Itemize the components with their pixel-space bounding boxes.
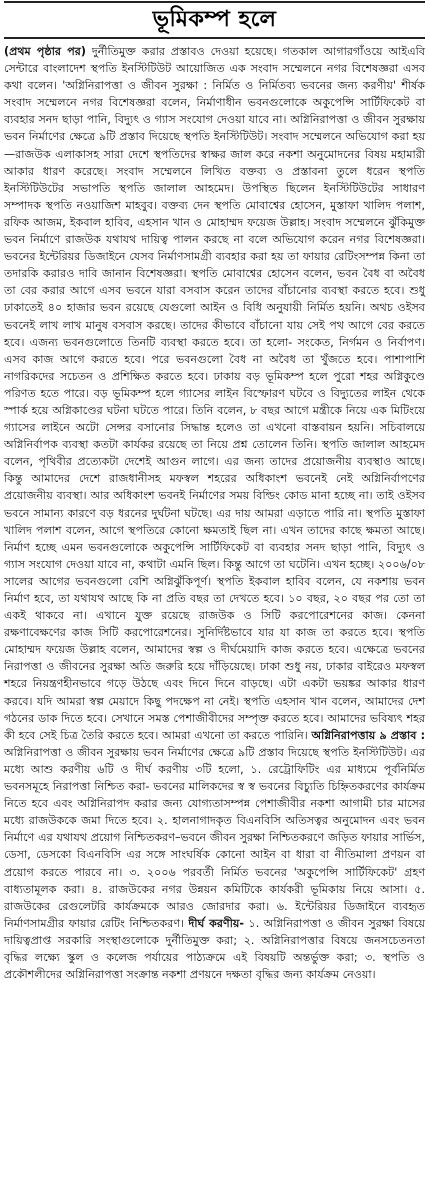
newspaper-clipping — [0, 1, 429, 1186]
bottom-rule — [4, 37, 425, 39]
continuation-label: (প্রথম পৃষ্ঠার পর) — [4, 45, 86, 58]
longterm-label: দীর্ঘ করণীয়- — [188, 916, 245, 930]
article-body — [4, 43, 425, 983]
headline: ভূমিকম্প হলে — [152, 7, 277, 32]
longterm-text: ১. অগ্নিনিরাপত্তা ও জীবন সুরক্ষা বিষয়ে দায়িত্বপ্রাপ্ত সরকারি সংস্থাগুলোকে দুর্নীতিমুক্ত করা; ২. অগ্নিনিরাপত্তার বিষয়ে জনসচেতনতা বৃদ্ধির লক্ষ্যে স্কুল ও কলেজ পর্যায়ের পাঠ্যক্রমে এই বিষয়টি অন্তর্ভুক্ত করা; ৩. স্থপতি ও প্রকৌশলীদের অগ্নিনিরাপত্তা সংক্রান্ত নকশা প্রণয়নে দক্ষতা বৃদ্ধির জন্য কার্যক্রম নেওয়া। — [4, 916, 425, 982]
intro-text: দুর্নীতিমুক্ত করার প্রস্তাবও দেওয়া হয়েছে। গতকাল আগারগাঁওয়ে আইএবি সেন্টারে বাংলাদেশ স্থপতি ইনস্টিটিউট আয়োজিত এক সংবাদ সম্মেলনে নগর বিশেষজ্ঞরা এসব কথা বলেন। 'অগ্নিনিরাপত্তা ও জীবন সুরক্ষা : নির্মিত ও নির্মিতব্য ভবনের জন্য করণীয়' শীর্ষক সংবাদ সম্মেলনে নগর বিশেষজ্ঞরা বলেন, নির্মাণাধীন ভবনগুলোকে অকুপেন্সি সার্টিফিকেট বা ব্যবহার সনদ ছাড়া পানি, বিদ্যুৎ ও গ্যাস সংযোগ দেওয়া যাবে না। অগ্নিনিরাপত্তা ও জীবন সুরক্ষায় ভবন নির্মাণের ক্ষেত্রে ৯টি প্রস্তাব দিয়েছে স্থপতি ইনস্টিটিউট। সংবাদ সম্মেলনে অভিযোগ করা হয়—রাজউক এলাকাসহ সারা দেশে স্থপতিদের স্বাক্ষর জাল করে নকশা অনুমোদনের বিষয় মহামারী আকার ধারণ করেছে। সংবাদ সম্মেলনে লিখিত বক্তব্য ও প্রস্তাবনা তুলে ধরেন স্থপতি ইনস্টিটিউটের সভাপতি স্থপতি জালাল আহমেদ। উপস্থিত ছিলেন ইনস্টিটিউটের সাধারণ সম্পাদক স্থপতি নওয়াজিশ মাহবুব। বক্তব্য দেন স্থপতি মোবাশ্বের হোসেন, মুস্তাফা খালিদ পলাশ, রফিক আজম, ইকবাল হাবিব, এহসান খান ও মোহাম্মদ ফয়েজ উল্লাহ। সংবাদ সম্মেলনে ঝুঁকিমুক্ত ভবন নির্মাণে রাজউক যথাযথ দায়িত্ব পালন করছে না বলে অভিযোগ করেন নগর বিশেষজ্ঞরা। ভবনের ইন্টেরিয়র ডিজাইনে যেসব নির্মাণসামগ্রী ব্যবহার করা হয় তা ফায়ার রেটিংসম্পন্ন কিনা তা তদারকি করারও দাবি জানান বিশেষজ্ঞরা। স্থপতি মোবাশ্বের হোসেন বলেন, ভবন বৈধ বা অবৈধ তা বের করার আগে এসব ভবনে যারা বসবাস করেন তাদের বাঁচানোর ব্যবস্থা করতে হবে। শুধু ঢাকাতেই ৪০ হাজার ভবন রয়েছে যেগুলো আইন ও বিধি অনুযায়ী নির্মিত হয়নি। অথচ ওইসব ভবনেই লাখ লাখ মানুষ বসবাস করছে। তাদের কীভাবে বাঁচানো যায় সেই পথ আগে বের করতে হবে। এজন্য ভবনগুলোতে তিনটি ব্যবস্থা করতে হবে। তা হলো- সংকেত, নির্গমন ও নির্বাপণ। এসব কাজ আগে করতে হবে। পরে ভবনগুলো বৈধ না অবৈধ তা খুঁজতে হবে। পাশাপাশি নাগরিকদের সচেতন ও প্রশিক্ষিত করতে হবে। ঢাকায় বড় ভূমিকম্প হলে পুরো শহর অগ্নিকুণ্ডে পরিণত হতে পারে। বড় ভূমিকম্প হলে গ্যাসের লাইন বিস্ফোরণ ঘটবে ও বিদ্যুতের লাইন থেকে স্পার্ক হয়ে অগ্নিকাণ্ডের ঘটনা ঘটতে পারে। তিনি বলেন, ৮ বছর আগে মন্ত্রীকে নিয়ে এক মিটিংয়ে গ্যাসের লাইনে অটো সেন্সর বসানোর সিদ্ধান্ত হলেও তা এখনো বাস্তবায়ন হয়নি। সচিবালয়ে অগ্নিনির্বাপক ব্যবস্থা কতটা কার্যকর রয়েছে তা নিয়ে প্রশ্ন তোলেন তিনি। স্থপতি জালাল আহমেদ বলেন, পৃথিবীর প্রত্যেকটা দেশেই আগুন লাগে। এর জন্য তাদের প্রয়োজনীয় ব্যবস্থাও আছে। কিন্তু আমাদের দেশে রাজধানীসহ মফস্বল শহরের অধিকাংশ ভবনেই নেই অগ্নিনির্বাপণের প্রয়োজনীয় ব্যবস্থা। আর অধিকাংশ ভবনই নির্মাণের সময় বিল্ডিং কোড মানা হচ্ছে না। তাই ওইসব ভবনে সামান্য কারণে বড় ধরনের দুর্ঘটনা ঘটছে। এর দায় আমরা এড়াতে পারি না। স্থপতি মুস্তাফা খালিদ পলাশ বলেন, আগে স্থপতিরে কোনো ক্ষমতাই ছিল না। এখন তাদের কাছে ক্ষমতা আছে। নির্মাণ হচ্ছে এমন ভবনগুলোকে অকুপেন্সি সার্টিফিকেট বা ব্যবহার সনদ ছাড়া পানি, বিদ্যুৎ ও গ্যাস সংযোগ দেওয়া যাবে না, কথাটা এমনি ছিল। কিন্তু আগে তা ঘটেনি। এখন হচ্ছে। ২০০৬/০৮ সালের আগের ভবনগুলো বেশি অগ্নিঝুঁকিপূর্ণ। স্থপতি ইকবাল হাবিব বলেন, যে নকশায় ভবন নির্মাণ হবে, তা যথাযথ আছে কি না প্রতি বছর তা দেখতে হবে। ১০ বছর, ২০ বছর পর তো তা একই থাকবে না। এখানে যুক্ত রয়েছে রাজউক ও সিটি করপোরেশনের কাজ। কেননা রক্ষণাবেক্ষণের কাজ সিটি করপোরেশনের। সুনির্দিষ্টভাবে যার যা কাজ তা করতে হবে। স্থপতি মোহাম্মদ ফয়েজ উল্লাহ বলেন, আমাদের স্বল্প ও দীর্ঘমেয়াদি কাজ করতে হবে। এক্ষেত্রে ভবনের নিরাপত্তা ও জীবনের সুরক্ষা অতি জরুরি হয়ে দাঁড়িয়েছে। ঢাকা শুধু নয়, ঢাকার বাইরেও মফস্বল শহরে নিয়ন্ত্রণহীনভাবে গড়ে উঠছে এবং দিনে দিনে বাড়ছে। এটা একটা ভয়ঙ্কর আকার ধারণ করবে। যদি আমরা স্বল্প মেয়াদে কিছু পদক্ষেপ না নেই। স্থপতি এহসান খান বলেন, আমাদের দেশ গঠনের ডাক দিতে হবে। সেখানে সমস্ত পেশাজীবীদের সম্পৃক্ত করতে হবে। আমাদের ভবিষ্যৎ শহর কী হবে সেই চিত্র তৈরি করতে হবে। আমরা এখনো তা করতে পারিনি। — [4, 45, 425, 742]
proposals-label: অগ্নিনিরাপত্তায় ৯ প্রস্তাব : — [311, 728, 426, 742]
proposals-text: অগ্নিনিরাপত্তা ও জীবন সুরক্ষায় ভবন নির্মাণের ক্ষেত্রে ৯টি প্রস্তাব দিয়েছে স্থপতি ইনস্টিটিউট। এর মধ্যে আশু করণীয় ৬টি ও দীর্ঘ করণীয় ৩টি হলো, ১. রেট্রোফিটিং এর মাধ্যমে পূর্বনির্মিত ভবনসমূহে নিরাপত্তা নিশ্চিত করা- ভবনের মালিকদের স্ব স্ব ভবনের বিচ্যুতি চিহ্নিতকরণের কার্যক্রম নিতে হবে এবং অগ্নিনিরাপদ করার জন্য যোগ্যতাসম্পন্ন পেশাজীবীর নকশা আগামী চার মাসের মধ্যে রাজউককে জমা দিতে হবে। ২. হালনাগাদকৃত বিএনবিসি অতিসত্বর অনুমোদন এবং ভবন নির্মাণে এর যথাযথ প্রয়োগ নিশ্চিতকরণ–ভবনে জীবন সুরক্ষা নিশ্চিতকরণে জড়িত ফায়ার সার্ভিস, ডেসা, ডেসকো বিএনবিসি এর সঙ্গে সাংঘর্ষিক কোনো আইন বা ধারা বা নীতিমালা প্রণয়ন বা প্রয়োগ করতে পারবে না। ৩. ২০০৬ পরবর্তী নির্মিত ভবনের 'অকুপেন্সি সার্টিফিকেট' গ্রহণ বাধ্যতামূলক করা। ৪. রাজউকের নগর উন্নয়ন কমিটিকে কার্যকরী ভূমিকায় নিয়ে আসা। ৫. রাজউকের রেগুলেটরি কার্যক্রমকে আরও জোরদার করা। ৬. ইন্টেরিয়র ডিজাইনে ব্যবহৃত নির্মাণসামগ্রীর ফায়ার রেটিং নিশ্চিতকরণ। — [4, 745, 425, 930]
